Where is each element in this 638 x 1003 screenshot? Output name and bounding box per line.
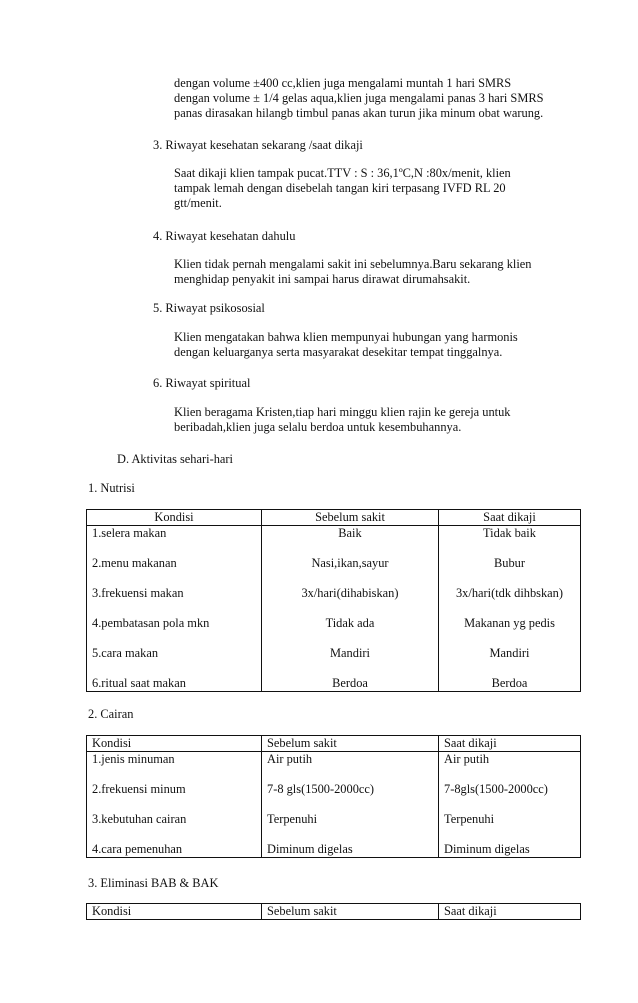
table-cell: Air putih — [444, 752, 490, 766]
text-line: Klien tidak pernah mengalami sakit ini sebelumnya.Baru sekarang klien — [174, 257, 532, 271]
header-saat-dikaji: Saat dikaji — [439, 904, 581, 920]
table-cell: Tidak baik — [483, 526, 536, 540]
table-header-row — [87, 510, 581, 526]
table-cell: 6.ritual saat makan — [92, 676, 186, 690]
section-paragraph — [174, 405, 511, 435]
table-cell: 4.pembatasan pola mkn — [92, 616, 210, 630]
table-cell: Makanan yg pedis — [464, 616, 555, 630]
table-row — [87, 526, 581, 692]
section-heading-d: D. Aktivitas sehari-hari — [117, 452, 233, 466]
text-line: Klien beragama Kristen,tiap hari minggu klien rajin ke gereja untuk — [174, 405, 511, 419]
table-cell: Diminum digelas — [267, 842, 353, 856]
cairan-table — [86, 735, 581, 858]
table-cell: 2.menu makanan — [92, 556, 177, 570]
table-header-row — [87, 904, 581, 920]
text-line: dengan keluarganya serta masyarakat desekitar tempat tinggalnya. — [174, 345, 503, 359]
text-line: beribadah,klien juga selalu berdoa untuk kesembuhannya. — [174, 420, 462, 434]
sebelum-sakit-column — [262, 752, 439, 858]
cairan-title: 2. Cairan — [88, 707, 134, 721]
table-cell: Mandiri — [330, 646, 370, 660]
text-line: tampak lemah dengan disebelah tangan kiri terpasang IVFD RL 20 — [174, 181, 506, 195]
table-cell: 7-8gls(1500-2000cc) — [444, 782, 548, 796]
header-saat-dikaji: Saat dikaji — [439, 510, 581, 526]
table-cell: Nasi,ikan,sayur — [311, 556, 389, 570]
section-heading: 5. Riwayat psikososial — [153, 301, 265, 315]
table-row — [87, 752, 581, 858]
text-line: dengan volume ± 1/4 gelas aqua,klien juga mengalami panas 3 hari SMRS — [174, 91, 544, 105]
section-heading: 6. Riwayat spiritual — [153, 376, 251, 390]
nutrisi-table — [86, 509, 581, 692]
header-sebelum-sakit: Sebelum sakit — [262, 904, 439, 920]
header-saat-dikaji: Saat dikaji — [439, 736, 581, 752]
table-cell: 4.cara pemenuhan — [92, 842, 183, 856]
intro-paragraph — [174, 76, 544, 121]
section-paragraph — [174, 166, 511, 211]
table-cell: 2.frekuensi minum — [92, 782, 186, 796]
header-kondisi: Kondisi — [87, 510, 262, 526]
header-sebelum-sakit: Sebelum sakit — [262, 510, 439, 526]
table-cell: Air putih — [267, 752, 313, 766]
section-paragraph — [174, 257, 532, 287]
table-cell: Berdoa — [491, 676, 528, 690]
table-cell: 1.selera makan — [92, 526, 167, 540]
table-cell: Berdoa — [332, 676, 368, 690]
table-cell: Tidak ada — [325, 616, 375, 630]
sebelum-sakit-column — [262, 526, 439, 692]
text-line: panas dirasakan hilangb timbul panas akan turun jika minum obat warung. — [174, 106, 544, 120]
table-cell: 1.jenis minuman — [92, 752, 175, 766]
kondisi-column — [87, 752, 262, 858]
table-cell: 3x/hari(tdk dihbskan) — [455, 586, 564, 600]
header-kondisi: Kondisi — [87, 904, 262, 920]
section-heading: 4. Riwayat kesehatan dahulu — [153, 229, 296, 243]
text-line: Saat dikaji klien tampak pucat.TTV : S : 36,1ºC,N :80x/menit, klien — [174, 166, 511, 180]
table-cell: Baik — [338, 526, 362, 540]
kondisi-column — [87, 526, 262, 692]
nutrisi-title: 1. Nutrisi — [88, 481, 135, 495]
table-cell: Bubur — [494, 556, 525, 570]
table-cell: 3.kebutuhan cairan — [92, 812, 187, 826]
text-line: gtt/menit. — [174, 196, 222, 210]
table-cell: Mandiri — [489, 646, 530, 660]
text-line: Klien mengatakan bahwa klien mempunyai hubungan yang harmonis — [174, 330, 518, 344]
header-sebelum-sakit: Sebelum sakit — [262, 736, 439, 752]
table-cell: Terpenuhi — [444, 812, 495, 826]
saat-dikaji-column — [439, 526, 581, 692]
eliminasi-title: 3. Eliminasi BAB & BAK — [88, 876, 219, 890]
eliminasi-table — [86, 903, 581, 920]
section-heading: 3. Riwayat kesehatan sekarang /saat dikaji — [153, 138, 363, 152]
header-kondisi: Kondisi — [87, 736, 262, 752]
table-cell: 3x/hari(dihabiskan) — [301, 586, 399, 600]
text-line: dengan volume ±400 cc,klien juga mengalami muntah 1 hari SMRS — [174, 76, 512, 90]
section-paragraph — [174, 330, 518, 360]
table-cell: 5.cara makan — [92, 646, 159, 660]
table-cell: 7-8 gls(1500-2000cc) — [267, 782, 375, 796]
table-header-row — [87, 736, 581, 752]
text-line: menghidap penyakit ini sampai harus dirawat dirumahsakit. — [174, 272, 471, 286]
saat-dikaji-column — [439, 752, 581, 858]
table-cell: Terpenuhi — [267, 812, 318, 826]
table-cell: Diminum digelas — [444, 842, 530, 856]
table-cell: 3.frekuensi makan — [92, 586, 184, 600]
